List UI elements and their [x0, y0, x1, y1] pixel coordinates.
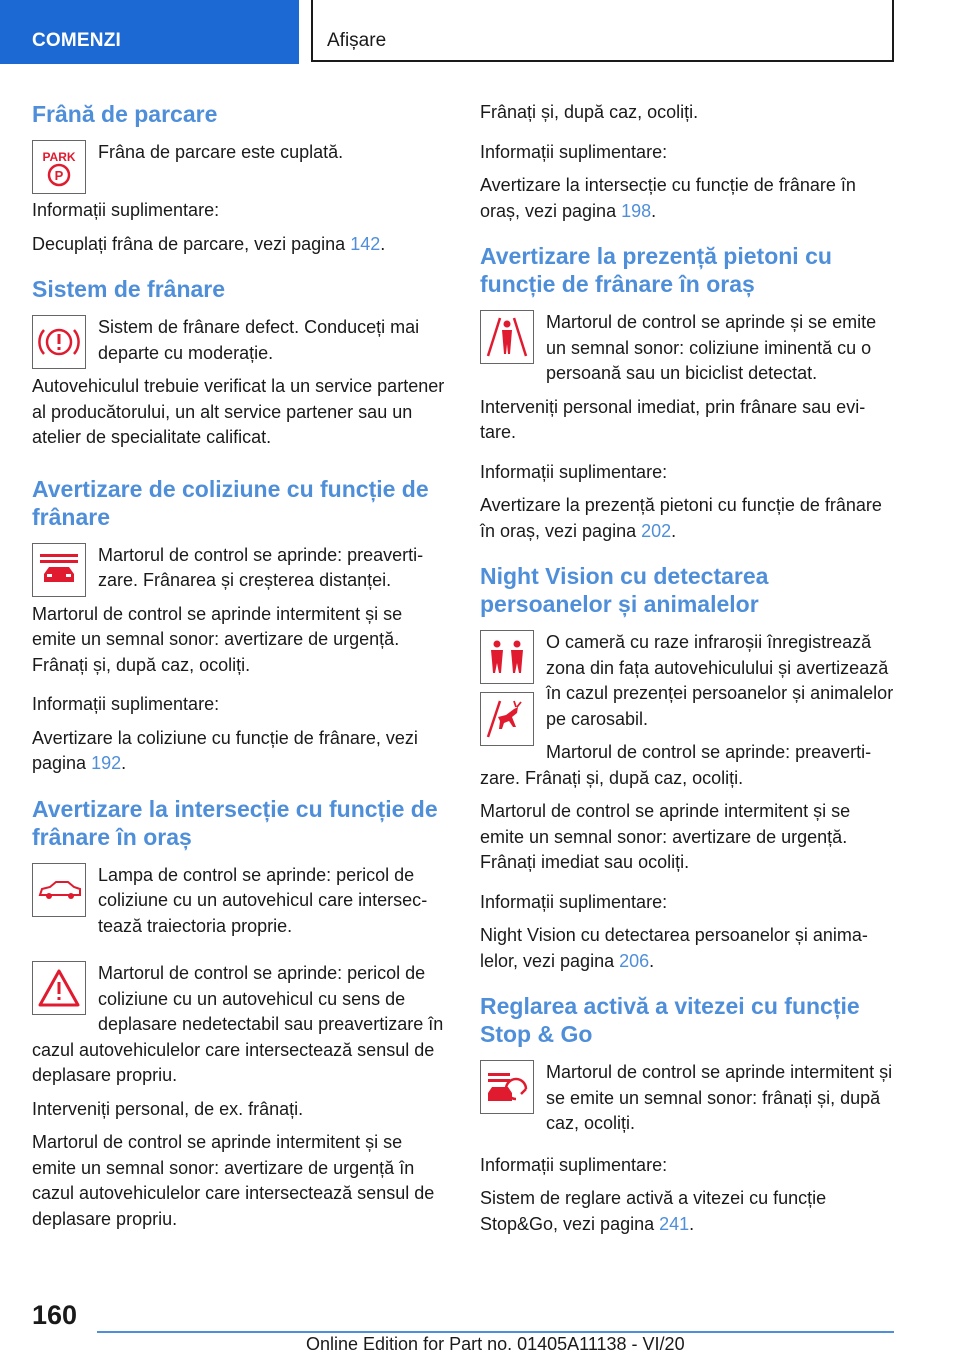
svg-text:PARK: PARK: [42, 150, 76, 164]
paragraph: [480, 173, 894, 224]
animal-icon: [480, 692, 534, 746]
section-parking-brake: [32, 100, 450, 257]
page-link[interactable]: 198: [621, 200, 652, 221]
paragraph: O cameră cu raze infraroșii înregistrează zona din fața autovehiculului și avertizează în cazul prezenței persoanelor și animalelor pe carosabil.: [546, 632, 894, 729]
section-crossing-warning-continued: [480, 100, 894, 224]
warning-triangle-icon: [32, 961, 86, 1015]
paragraph: [480, 923, 894, 974]
text: .: [649, 950, 655, 971]
header-subsection-box: [311, 0, 894, 62]
paragraph: Interveniți personal imediat, prin frânare sau evitare.: [480, 396, 866, 442]
icon-stack: [480, 630, 534, 746]
paragraph: Martorul de control se aprinde: pericol de coliziune cu un autovehicul cu sens de deplasare nedetectabil sau preavertizare în cazul autovehiculelor care intersectează sensul de deplasare propriu.: [32, 963, 444, 1085]
paragraph: Martorul de control se aprinde și se emite un semnal sonor: coliziune iminentă cu o persoană sau un biciclist detectat.: [546, 312, 877, 383]
paragraph: Martorul de control se aprinde intermitent și se emite un semnal sonor: avertizare de urgență. Frânați și, după caz, ocoliți.: [32, 603, 403, 675]
paragraph: Martorul de control se aprinde: preavertizare. Frânarea și creșterea distanței.: [98, 544, 424, 590]
paragraph: Martorul de control se aprinde intermitent și se emite un semnal sonor: avertizare de urgență. Frânați imediat sau ocoliți.: [480, 801, 851, 872]
left-column: [32, 100, 450, 1250]
paragraph: Informații suplimentare:: [32, 200, 220, 220]
page-link[interactable]: 142: [350, 233, 381, 254]
paragraph: [480, 1186, 894, 1237]
text: .: [671, 520, 677, 541]
paragraph: Martorul de control se aprinde intermitent și se emite un semnal sonor: frânați și, după caz, ocoliți.: [546, 1062, 893, 1133]
header-section-label: COMENZI: [32, 30, 122, 51]
paragraph: [32, 726, 450, 777]
text: Night Vision cu detectarea persoanelor și animalelor, vezi pagina: [480, 925, 868, 971]
text: .: [380, 233, 386, 254]
paragraph: [32, 232, 450, 258]
header-subsection-label: Afișare: [327, 30, 387, 51]
section-title: Frână de parcare: [32, 101, 218, 127]
paragraph: Martorul de control se aprinde intermitent și se emite un semnal sonor: avertizare de urgență în cazul autovehiculelor care intersectează sensul de deplasare propriu.: [32, 1132, 435, 1229]
pedestrian-warning-icon: [480, 310, 534, 364]
crossing-car-icon: [32, 863, 86, 917]
section-crossing-warning: [32, 795, 450, 1233]
section-title: Avertizare la prezență pietoni cu funcție de frânare în oraș: [480, 243, 832, 297]
right-column: [480, 100, 894, 1255]
acc-stopgo-icon: [480, 1060, 534, 1114]
section-pedestrian-warning: [480, 242, 894, 544]
footer-divider: [97, 1331, 894, 1333]
text: .: [651, 200, 657, 221]
paragraph: Informații suplimentare:: [480, 891, 668, 912]
page-link[interactable]: 192: [91, 753, 122, 773]
collision-warning-icon: [32, 543, 86, 597]
paragraph: Lampa de control se aprinde: pericol de coliziune cu un autovehicul care intersectează traiectoria proprie.: [98, 864, 428, 936]
page-link[interactable]: 241: [659, 1213, 690, 1234]
paragraph: [480, 493, 894, 544]
section-title: Reglarea activă a vitezei cu funcție Stop & Go: [480, 993, 860, 1047]
text: Avertizare la prezență pietoni cu funcție de frânare în oraș, vezi pagina: [480, 495, 882, 541]
text: Avertizare la coliziune cu funcție de frânare, vezi pagina: [32, 727, 418, 773]
paragraph: Informații suplimentare:: [480, 1154, 668, 1175]
section-title: Avertizare de coliziune cu funcție de frânare: [32, 475, 429, 530]
svg-text:P: P: [54, 168, 64, 183]
paragraph: Autovehiculul trebuie verificat la un service partener al producătorului, un alt service partener sau un atelier de specialitate calificat.: [32, 376, 445, 447]
persons-icon: [480, 630, 534, 684]
paragraph: Frâna de parcare este cuplată.: [98, 142, 344, 162]
section-title: Avertizare la intersecție cu funcție de frânare în oraș: [32, 795, 438, 850]
paragraph: Martorul de control se aprinde: preavertizare. Frânați și, după caz, ocoliți.: [480, 742, 872, 788]
section-title: Night Vision cu detectarea persoanelor și animalelor: [480, 563, 769, 617]
header-section-tab: [0, 0, 299, 64]
paragraph: Sistem de frânare defect. Conduceți mai departe cu moderație.: [98, 317, 420, 363]
section-acc-stop-go: [480, 992, 894, 1237]
text: Decuplați frâna de parcare, vezi pagina: [32, 233, 351, 254]
text: .: [121, 753, 127, 773]
text: Sistem de reglare activă a vitezei cu funcție Stop&Go, vezi pagina: [480, 1188, 827, 1234]
page-link[interactable]: 206: [619, 950, 650, 971]
section-collision-warning: [32, 475, 450, 777]
section-brake-system: [32, 275, 450, 451]
page-link[interactable]: 202: [641, 520, 672, 541]
brake-warning-icon: [32, 315, 86, 369]
section-night-vision: [480, 562, 894, 974]
paragraph: Frânați și, după caz, ocoliți.: [480, 102, 699, 122]
park-brake-icon: [32, 140, 86, 194]
section-title: Sistem de frânare: [32, 276, 226, 302]
footer-text: Online Edition for Part no. 01405A11138 - VI/20: [306, 1334, 685, 1354]
text: Avertizare la intersecție cu funcție de frânare în oraș, vezi pagina: [480, 175, 856, 221]
page-number: 160: [32, 1300, 78, 1330]
text: .: [689, 1213, 695, 1234]
paragraph: Informații suplimentare:: [480, 461, 668, 482]
paragraph: Informații suplimentare:: [32, 694, 220, 714]
paragraph: Informații suplimentare:: [480, 141, 668, 162]
paragraph: Interveniți personal, de ex. frânați.: [32, 1098, 304, 1119]
